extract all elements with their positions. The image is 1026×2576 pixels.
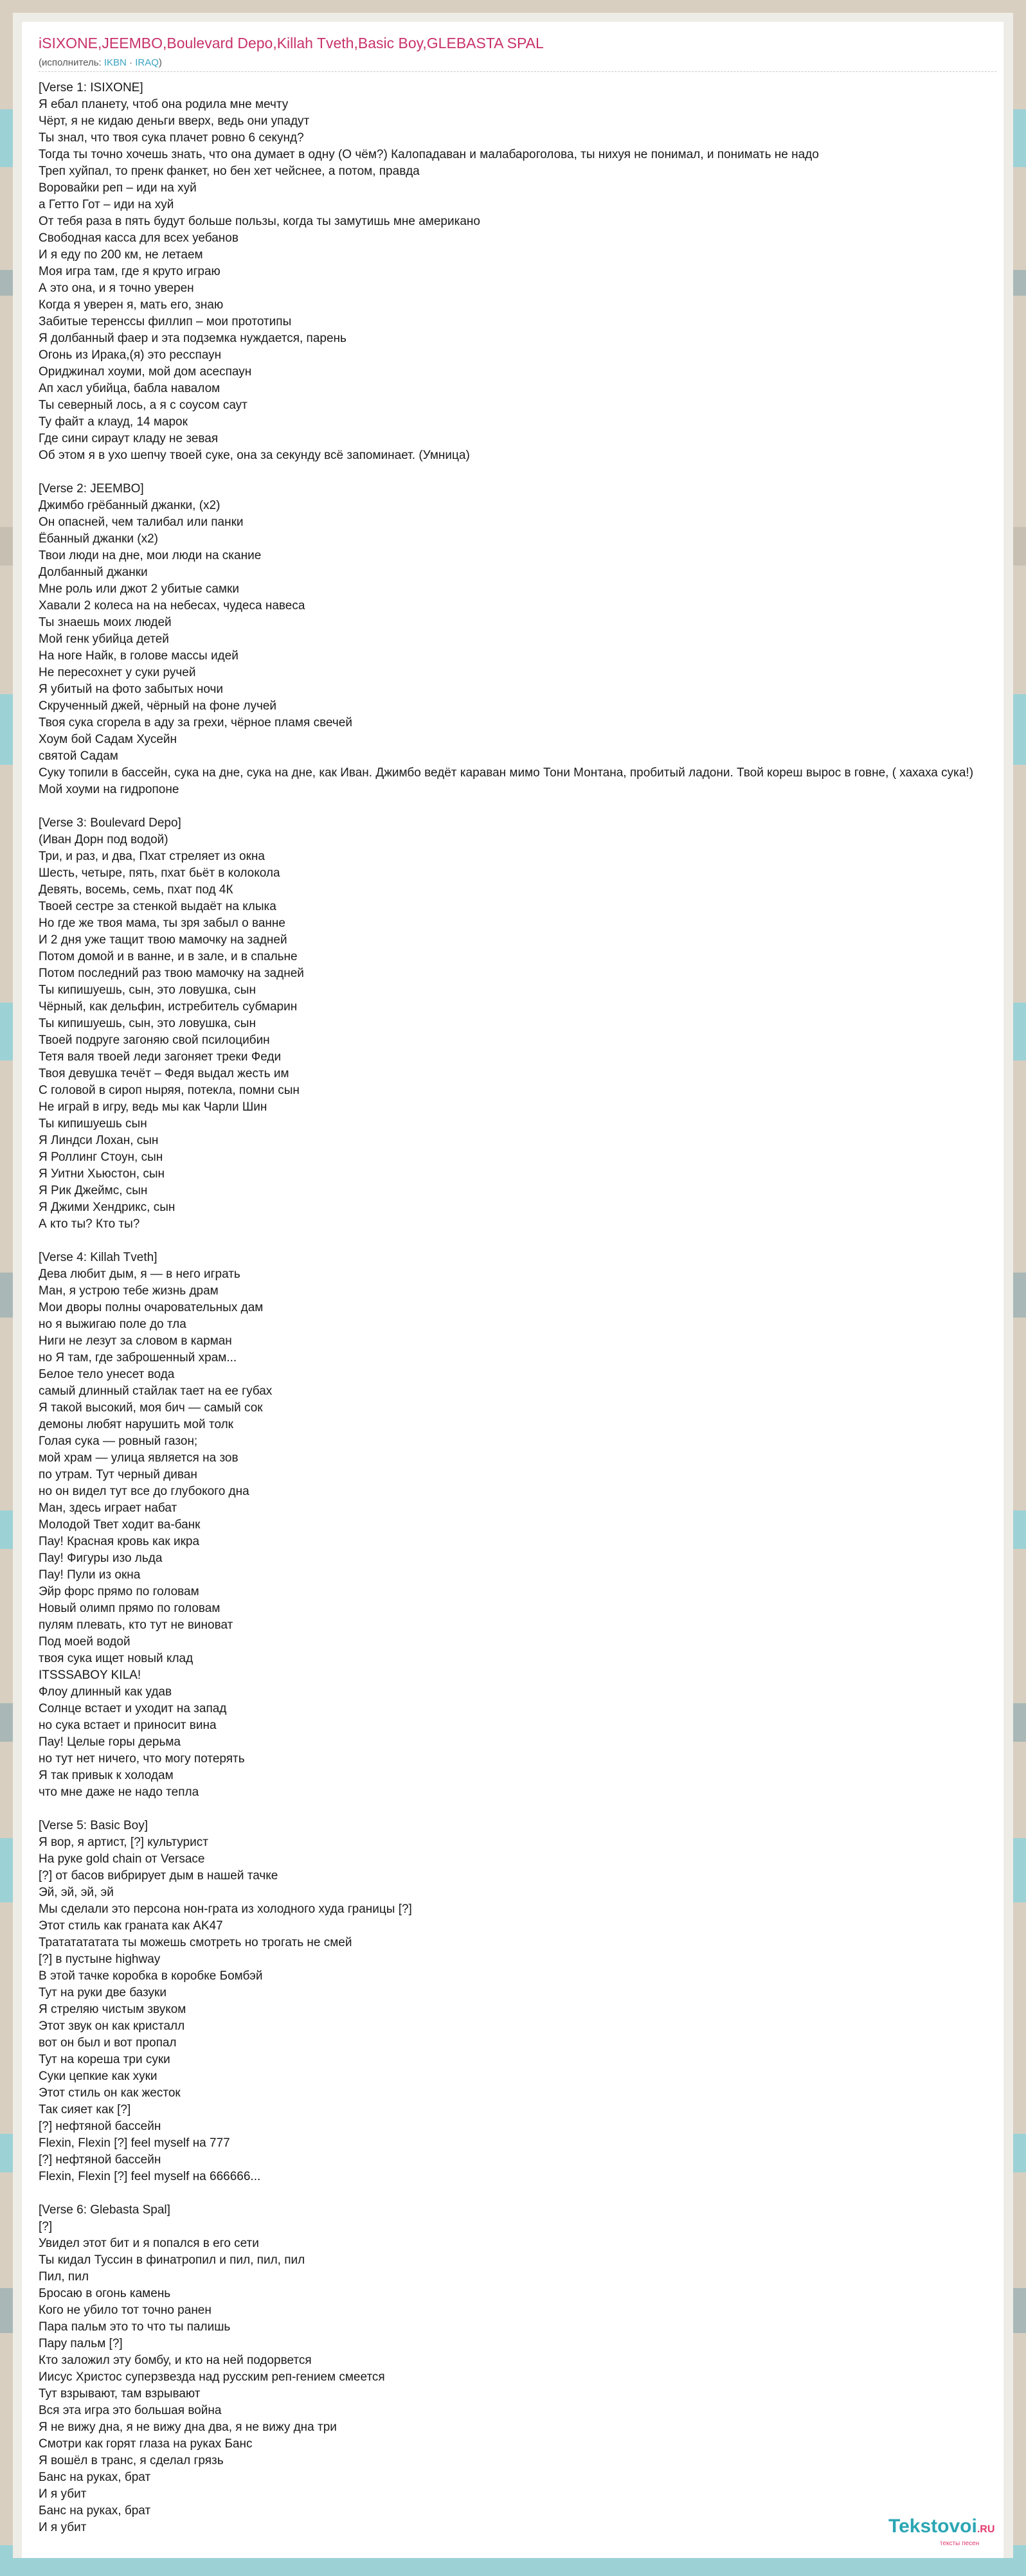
artist-link-ikbn[interactable]: IKBN (104, 57, 127, 68)
artist-suffix: ) (158, 57, 162, 68)
divider (39, 71, 996, 72)
logo-name: Tekstovoi (888, 2516, 977, 2537)
artist-link-iraq[interactable]: IRAQ (135, 57, 159, 68)
artist-prefix: (исполнитель: (39, 57, 104, 68)
page-frame (13, 13, 1013, 2558)
logo-tld: .RU (977, 2524, 995, 2535)
site-logo[interactable] (888, 2516, 995, 2547)
logo-tagline: тексты песен (940, 2540, 980, 2547)
artist-separator: · (126, 57, 136, 68)
lyrics-text: [Verse 1: ISIXONE] Я ебал планету, чтоб она родила мне мечту Чёрт, я не кидаю деньги вверх, ведь они упадут Ты знал, что твоя сука плачет ровно 6 секунд? Тогда ты точно хочешь знать, что она думает в одну (О чём?) Калопадаван и малабароголова, ты нихуя не понимал, и понимать не надо Треп хуйпал, то пренк фанкет, но бен хет чейснее, а потом, правда Воровайки реп – иди на хуй а Гетто Гот – иди на хуй От тебя раза в пять будут больше пользы, когда ты замутишь мне американо Свободная касса для всех уебанов И я еду по 200 км, не летаем Моя игра там, где я круто играю А это она, и я точно уверен Когда я уверен я, мать его, знаю Забитые теренссы филлип – мои прототипы Я долбанный фаер и эта подземка нуждается, парень Огонь из Ирака,(я) это ресспаун Ориджинал хоуми, мой дом асеспаун Ап хасл убийца, бабла навалом Ты северный лось, а я с соусом саут Ту файт а клауд, 14 марок Где сини сираут кладу не зевая Об этом я в ухо шепчу твоей суке, она за секунду всё запоминает. (Умница) [Verse 2: JEEMBO] Джимбо грёбанный джанки, (x2) Он опасней, чем талибал или панки Ёбанный джанки (x2) Твои люди на дне, мои люди на скание Долбанный джанки Мне роль или джот 2 убитые самки Хавали 2 колеса на на небесах, чудеса навеса Ты знаешь моих людей Мой генк убийца детей На ноге Найк, в голове массы идей Не пересохнет у суки ручей Я убитый на фото забытых ночи Скрученный джей, чёрный на фоне лучей Твоя сука сгорела в аду за грехи, чёрное пламя свечей Хоум бой Садам Хусейн святой Садам Суку топили в бассейн, сука на дне, сука на дне, как Иван. Джимбо ведёт караван мимо Тони Монтана, пробитый ладони. Твой кореш вырос в говне, ( хахаха сука!) Мой хоуми на гидропоне [Verse 3: Boulevard Depo] (Иван Дорн под водой) Три, и раз, и два, Пхат стреляет из окна Шесть, четыре, пять, пхат бьёт в колокола Девять, восемь, семь, пхат под 4К Твоей сестре за стенкой выдаёт на клыка Но где же твоя мама, ты зря забыл о ванне И 2 дня уже тащит твою мамочку на задней Потом домой и в ванне, и в зале, и в спальне Потом последний раз твою мамочку на задней Ты кипишуешь, сын, это ловушка, сын Чёрный, как дельфин, истребитель субмарин Ты кипишуешь, сын, это ловушка, сын Твоей подруге загоняю свой псилоцибин Тетя валя твоей леди загоняет треки Феди Твоя девушка течёт – Федя выдал жесть им С головой в сироп ныряя, потекла, помни сын Не играй в игру, ведь мы как Чарли Шин Ты кипишуешь сын Я Линдси Лохан, сын Я Роллинг Стоун, сын Я Уитни Хьюстон, сын Я Рик Джеймс, сын Я Джими Хендрикс, сын А кто ты? Кто ты? [Verse 4: Killah Tveth] Дева любит дым, я — в него играть Ман, я устрою тебе жизнь драм Мои дворы полны очаровательных дам но я выжигаю поле до тла Ниги не лезут за словом в карман но Я там, где заброшенный храм... Белое тело унесет вода самый длинный стайлак тает на ее губах Я такой высокий, моя бич — самый сок демоны любят нарушить мой толк Голая сука — ровный газон; мой храм — улица является на зов по утрам. Тут черный диван но он видел тут все до глубокого дна Ман, здесь играет набат Молодой Твет ходит ва-банк Пау! Красная кровь как икра Пау! Фигуры изо льда Пау! Пули из окна Эйр форс прямо по головам Новый олимп прямо по головам пулям плевать, кто тут не виноват Под моей водой твоя сука ищет новый клад ITSSSABOY KILA! Флоу длинный как удав Солнце встает и уходит на запад но сука встает и приносит вина Пау! Целые горы дерьма но тут нет ничего, что могу потерять Я так привык к холодам что мне даже не надо тепла [Verse 5: Basic Boy] Я вор, я артист, [?] культурист На руке gold chain от Versace [?] от басов вибрирует дым в нашей тачке Эй, эй, эй, эй Мы сделали это персона нон-грата из холодного худа границы [?] Этот стиль как граната как AK47 Трататататата ты можешь смотреть но трогать не смей [?] в пустыне highway В этой тачке коробка в коробке Бомбэй Тут на руки две базуки Я стреляю чистым звуком Этот звук он как кристалл вот он был и вот пропал Тут на кореша три суки Суки цепкие как хуки Этот стиль он как жесток Так сияет как [?] [?] нефтяной бассейн Flexin, Flexin [?] feel myself на 777 [?] нефтяной бассейн Flexin, Flexin [?] feel myself на 666666... [Verse 6: Glebasta Spal] [?] Увидел этот бит и я попался в его сети Ты кидал Туссин в финатропил и пил, пил, пил Пил, пил Бросаю в огонь камень Кого не убило тот точно ранен Пара пальм это то что ты палишь Пару пальм [?] Кто заложил эту бомбу, и кто на ней подорвется Иисус Христос суперзвезда над русским реп-гением смеется Тут взрывают, там взрывают Вся эта игра это большая война Я не вижу дна, я не вижу дна два, я не вижу дна три Смотри как горят глаза на руках Банс Я вошёл в транс, я сделал грязь Банс на руках, брат И я убит Банс на руках, брат И я убит (39, 81, 974, 2534)
artist-line (39, 57, 162, 68)
content-panel (22, 22, 1004, 2558)
page-title: iSIXONE,JEEMBO,Boulevard Depo,Killah Tveth,Basic Boy,GLEBASTA SPAL (39, 35, 544, 51)
